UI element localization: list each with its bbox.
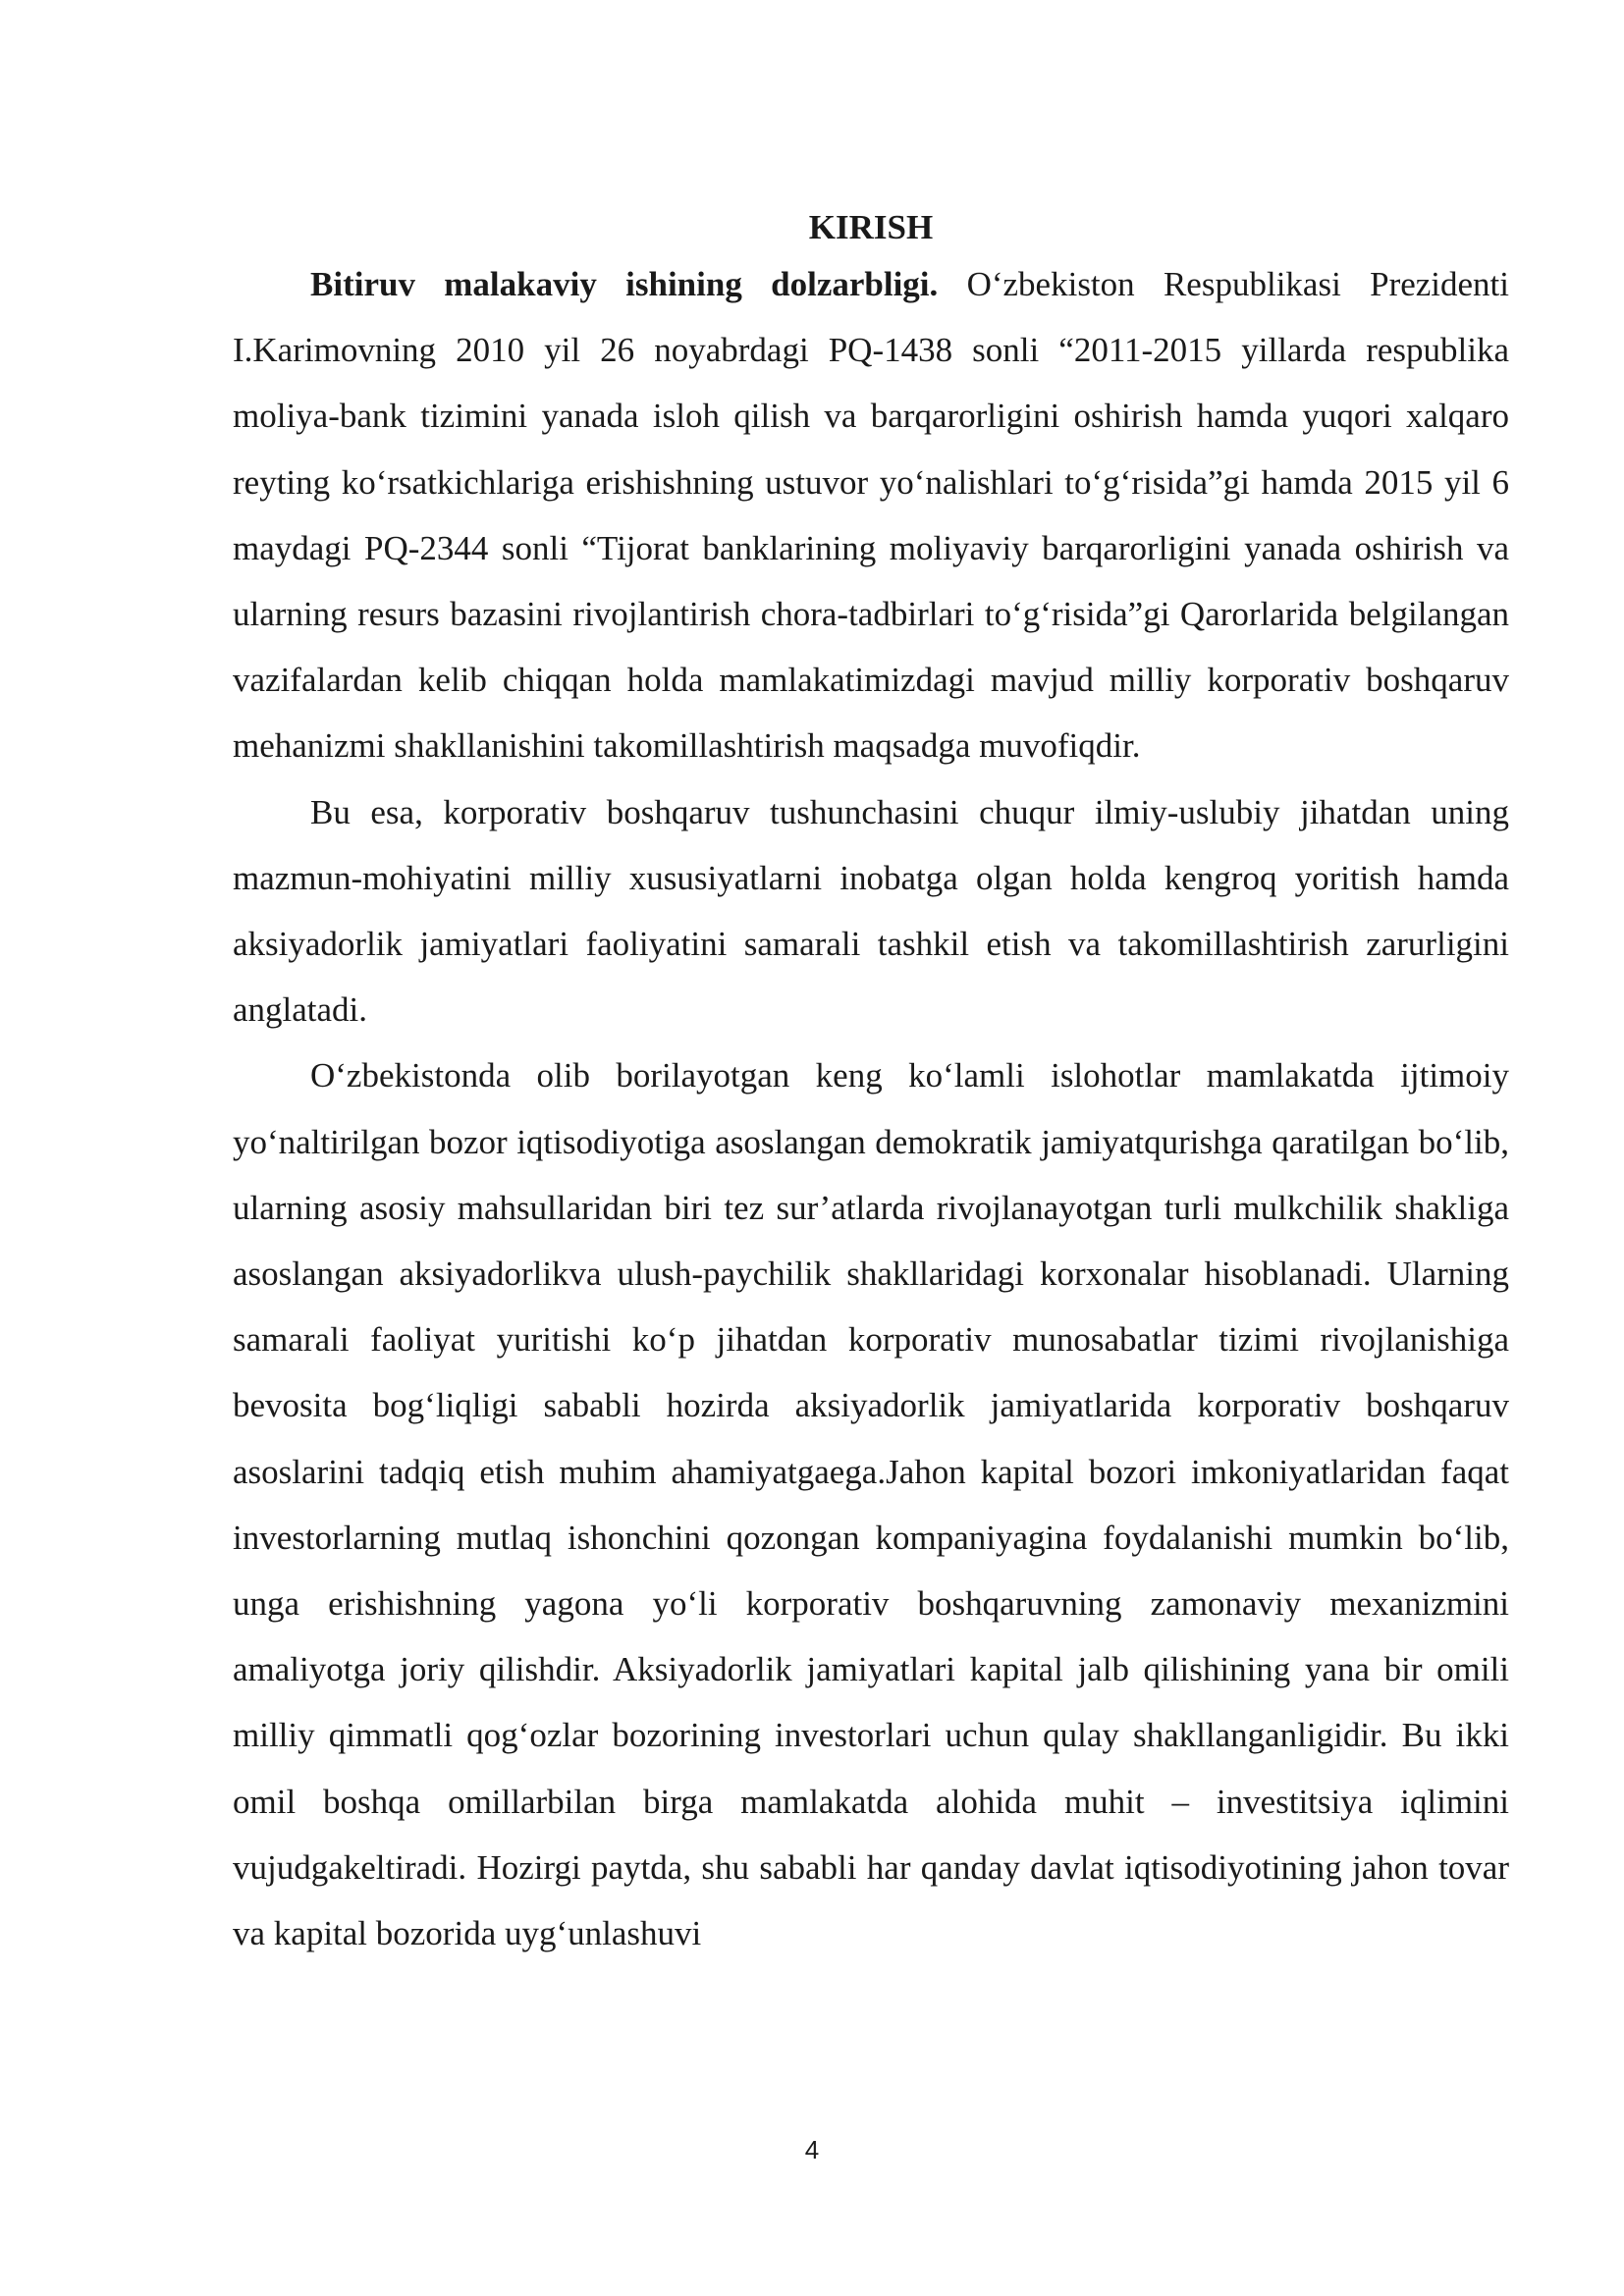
paragraph-lead: Bitiruv malakaviy ishining dolzarbligi.	[310, 265, 939, 303]
paragraph-corporate-governance	[233, 779, 1509, 1043]
section-heading: KIRISH	[808, 208, 934, 246]
paragraph-relevance	[233, 251, 1509, 779]
paragraph-text: O‘zbekiston Respublikasi Prezidenti I.Karimovning 2010 yil 26 noyabrdagi PQ-1438 sonli “2011-2015 yillarda respublika moliya-bank tizimini yanada isloh qilish va barqarorligini oshirish hamda yuqori xalqaro reyting ko‘rsatkichlariga erishishning ustuvor yo‘nalishlari to‘g‘risida”gi hamda 2015 yil 6 maydagi PQ-2344 sonli “Tijorat banklarining moliyaviy barqarorligini yanada oshirish va ularning resurs bazasini rivojlantirish chora-tadbirlari to‘g‘risida”gi Qarorlarida belgilangan vazifalardan kelib chiqqan holda mamlakatimizdagi mavjud milliy korporativ boshqaruv mehanizmi shakllanishini takomillashtirish maqsadga muvofiqdir.	[233, 265, 1509, 766]
paragraph-text: O‘zbekistonda olib borilayotgan keng ko‘lamli islohotlar mamlakatda ijtimoiy yo‘naltirilgan bozor iqtisodiyotiga asoslangan demokratik jamiyatqurishga qaratilgan bo‘lib, ularning asosiy mahsullaridan biri tez sur’atlarda rivojlanayotgan turli mulkchilik shakliga asoslangan aksiyadorlikva ulush-paychilik shakllaridagi korxonalar hisoblanadi. Ularning samarali faoliyat yuritishi ko‘p jihatdan korporativ munosabatlar tizimi rivojlanishiga bevosita bog‘liqligi sababli hozirda aksiyadorlik jamiyatlarida korporativ boshqaruv asoslarini tadqiq etish muhim ahamiyatgaega.Jahon kapital bozori imkoniyatlaridan faqat investorlarning mutlaq ishonchini qozongan kompaniyagina foydalanishi mumkin bo‘lib, unga erishishning yagona yo‘li korporativ boshqaruvning zamonaviy mexanizmini amaliyotga joriy qilishdir. Aksiyadorlik jamiyatlari kapital jalb qilishining yana bir omili milliy qimmatli qog‘ozlar bozorining investorlari uchun qulay shakllanganligidir. Bu ikki omil boshqa omillarbilan birga mamlakatda alohida muhit – investitsiya iqlimini vujudgakeltiradi. Hozirgi paytda, shu sababli har qanday davlat iqtisodiyotining jahon tovar va kapital bozorida uyg‘unlashuvi	[233, 1056, 1509, 1953]
body-text	[233, 251, 1509, 1966]
paragraph-reforms	[233, 1042, 1509, 1966]
page-number: 4	[804, 2135, 820, 2164]
paragraph-text: Bu esa, korporativ boshqaruv tushunchasini chuqur ilmiy-uslubiy jihatdan uning mazmun-mohiyatini milliy xususiyatlarni inobatga olgan holda kengroq yoritish hamda aksiyadorlik jamiyatlari faoliyatini samarali tashkil etish va takomillashtirish zarurligini anglatadi.	[233, 792, 1509, 1030]
